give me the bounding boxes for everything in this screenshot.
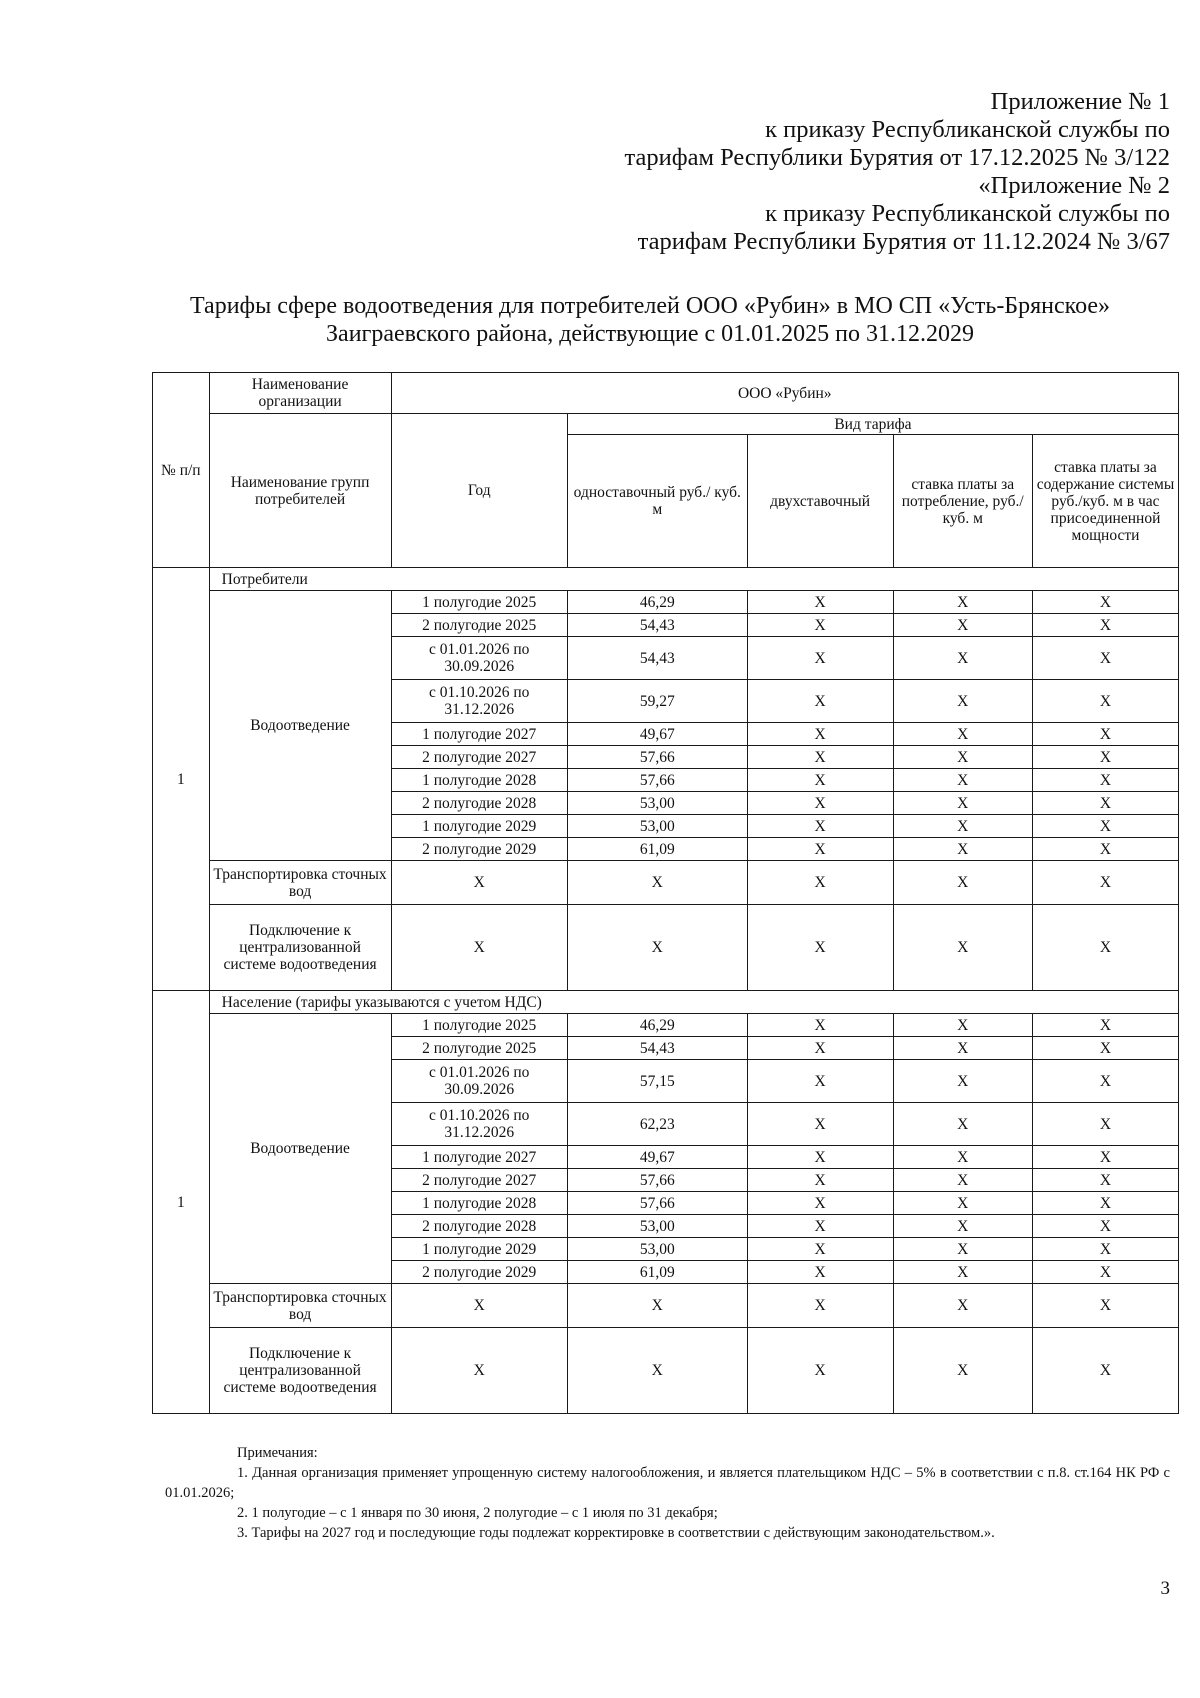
- consumption-rate-value: X: [893, 1060, 1032, 1103]
- header-year: Год: [391, 414, 567, 568]
- maintenance-rate-value: X: [1032, 1192, 1178, 1215]
- two-part-value: X: [747, 1146, 893, 1169]
- maintenance-rate-value: X: [1032, 769, 1178, 792]
- consumption-rate-value: X: [893, 1014, 1032, 1037]
- page-number: 3: [1160, 1578, 1170, 1599]
- transport-year: X: [391, 861, 567, 905]
- period-cell: 2 полугодие 2028: [391, 1215, 567, 1238]
- one-part-value: 54,43: [567, 637, 747, 680]
- header-org-value: ООО «Рубин»: [391, 373, 1179, 414]
- two-part-value: X: [747, 723, 893, 746]
- maintenance-rate-value: X: [1032, 680, 1178, 723]
- transport-year: X: [391, 1284, 567, 1328]
- transport-one-part: X: [567, 1284, 747, 1328]
- two-part-value: X: [747, 1037, 893, 1060]
- section-title-row: [153, 991, 1179, 1014]
- header-two-part: двухставочный: [747, 435, 893, 568]
- two-part-value: X: [747, 1261, 893, 1284]
- connection-year: X: [391, 1328, 567, 1414]
- period-cell: 1 полугодие 2028: [391, 1192, 567, 1215]
- two-part-value: X: [747, 1238, 893, 1261]
- heading-line: Приложение № 1: [990, 88, 1170, 115]
- one-part-value: 53,00: [567, 792, 747, 815]
- header-group-label: Наименование групп потребителей: [209, 414, 391, 568]
- group-label: Водоотведение: [209, 1014, 391, 1284]
- consumption-rate-value: X: [893, 792, 1032, 815]
- section-title-row: [153, 568, 1179, 591]
- two-part-value: X: [747, 1169, 893, 1192]
- two-part-value: X: [747, 614, 893, 637]
- period-cell: 2 полугодие 2027: [391, 746, 567, 769]
- period-cell: 1 полугодие 2027: [391, 1146, 567, 1169]
- section-num: 1: [153, 568, 210, 991]
- one-part-value: 61,09: [567, 1261, 747, 1284]
- consumption-rate-value: X: [893, 723, 1032, 746]
- transport-maintenance-rate: X: [1032, 1284, 1178, 1328]
- period-cell: 2 полугодие 2029: [391, 838, 567, 861]
- connection-row: [153, 905, 1179, 991]
- period-cell: 1 полугодие 2025: [391, 591, 567, 614]
- period-cell: с 01.10.2026 по 31.12.2026: [391, 1103, 567, 1146]
- period-cell: 2 полугодие 2025: [391, 1037, 567, 1060]
- period-cell: 1 полугодие 2028: [391, 769, 567, 792]
- note-item: 3. Тарифы на 2027 год и последующие годы подлежат корректировке в соответствии с действующим законодательством.».: [237, 1525, 995, 1541]
- notes-title: Примечания:: [237, 1445, 318, 1461]
- period-cell: 2 полугодие 2025: [391, 614, 567, 637]
- heading-line: к приказу Республиканской службы по: [765, 116, 1170, 143]
- maintenance-rate-value: X: [1032, 1014, 1178, 1037]
- two-part-value: X: [747, 769, 893, 792]
- maintenance-rate-value: X: [1032, 792, 1178, 815]
- table-row: [153, 1014, 1179, 1037]
- group-label: Водоотведение: [209, 591, 391, 861]
- period-cell: 1 полугодие 2027: [391, 723, 567, 746]
- title-line-2: Заиграевского района, действующие с 01.01.2025 по 31.12.2029: [326, 321, 974, 347]
- maintenance-rate-value: X: [1032, 723, 1178, 746]
- header-num: № п/п: [153, 373, 210, 568]
- consumption-rate-value: X: [893, 1037, 1032, 1060]
- one-part-value: 57,15: [567, 1060, 747, 1103]
- consumption-rate-value: X: [893, 746, 1032, 769]
- consumption-rate-value: X: [893, 1238, 1032, 1261]
- period-cell: с 01.01.2026 по 30.09.2026: [391, 1060, 567, 1103]
- heading-line: тарифам Республики Бурятия от 17.12.2025 № 3/122: [624, 144, 1170, 171]
- period-cell: с 01.10.2026 по 31.12.2026: [391, 680, 567, 723]
- connection-two-part: X: [747, 1328, 893, 1414]
- consumption-rate-value: X: [893, 1215, 1032, 1238]
- one-part-value: 57,66: [567, 1169, 747, 1192]
- transport-two-part: X: [747, 1284, 893, 1328]
- one-part-value: 54,43: [567, 614, 747, 637]
- maintenance-rate-value: X: [1032, 1060, 1178, 1103]
- two-part-value: X: [747, 1192, 893, 1215]
- two-part-value: X: [747, 746, 893, 769]
- one-part-value: 49,67: [567, 1146, 747, 1169]
- consumption-rate-value: X: [893, 591, 1032, 614]
- maintenance-rate-value: X: [1032, 1103, 1178, 1146]
- consumption-rate-value: X: [893, 838, 1032, 861]
- two-part-value: X: [747, 815, 893, 838]
- one-part-value: 57,66: [567, 746, 747, 769]
- two-part-value: X: [747, 1215, 893, 1238]
- transport-consumption-rate: X: [893, 861, 1032, 905]
- one-part-value: 54,43: [567, 1037, 747, 1060]
- two-part-value: X: [747, 680, 893, 723]
- header-row-organization: [153, 373, 1179, 414]
- connection-label: Подключение к централизованной системе водоотведения: [209, 1328, 391, 1414]
- heading-line: «Приложение № 2: [978, 172, 1170, 199]
- notes: [165, 1443, 1170, 1543]
- section-title: Потребители: [209, 568, 1178, 591]
- period-cell: с 01.01.2026 по 30.09.2026: [391, 637, 567, 680]
- tariff-table-body: [153, 373, 1179, 1414]
- note-item: 2. 1 полугодие – с 1 января по 30 июня, 2 полугодие – с 1 июля по 31 декабря;: [237, 1505, 718, 1521]
- maintenance-rate-value: X: [1032, 1215, 1178, 1238]
- two-part-value: X: [747, 1060, 893, 1103]
- maintenance-rate-value: X: [1032, 1238, 1178, 1261]
- document-title: [150, 292, 1150, 348]
- table-row: [153, 591, 1179, 614]
- consumption-rate-value: X: [893, 680, 1032, 723]
- transport-label: Транспортировка сточных вод: [209, 861, 391, 905]
- connection-maintenance-rate: X: [1032, 905, 1178, 991]
- consumption-rate-value: X: [893, 614, 1032, 637]
- transport-label: Транспортировка сточных вод: [209, 1284, 391, 1328]
- consumption-rate-value: X: [893, 1146, 1032, 1169]
- period-cell: 2 полугодие 2028: [391, 792, 567, 815]
- connection-label: Подключение к централизованной системе водоотведения: [209, 905, 391, 991]
- one-part-value: 57,66: [567, 1192, 747, 1215]
- consumption-rate-value: X: [893, 769, 1032, 792]
- consumption-rate-value: X: [893, 1261, 1032, 1284]
- maintenance-rate-value: X: [1032, 1169, 1178, 1192]
- two-part-value: X: [747, 792, 893, 815]
- maintenance-rate-value: X: [1032, 614, 1178, 637]
- connection-row: [153, 1328, 1179, 1414]
- section-title: Население (тарифы указываются с учетом НДС): [209, 991, 1178, 1014]
- connection-one-part: X: [567, 1328, 747, 1414]
- period-cell: 2 полугодие 2029: [391, 1261, 567, 1284]
- consumption-rate-value: X: [893, 815, 1032, 838]
- header-one-part: одноставочный руб./ куб. м: [567, 435, 747, 568]
- tariff-table: [152, 372, 1179, 1414]
- header-row-tariff-kind: [153, 414, 1179, 435]
- period-cell: 1 полугодие 2025: [391, 1014, 567, 1037]
- connection-maintenance-rate: X: [1032, 1328, 1178, 1414]
- maintenance-rate-value: X: [1032, 1037, 1178, 1060]
- period-cell: 1 полугодие 2029: [391, 815, 567, 838]
- one-part-value: 46,29: [567, 591, 747, 614]
- transport-consumption-rate: X: [893, 1284, 1032, 1328]
- consumption-rate-value: X: [893, 1169, 1032, 1192]
- transport-two-part: X: [747, 861, 893, 905]
- maintenance-rate-value: X: [1032, 1146, 1178, 1169]
- connection-consumption-rate: X: [893, 1328, 1032, 1414]
- connection-year: X: [391, 905, 567, 991]
- consumption-rate-value: X: [893, 1192, 1032, 1215]
- note-item: 1. Данная организация применяет упрощенную систему налогообложения, и является плательщиком НДС – 5% в соответствии с п.8. ст.164 НК РФ с 01.01.2026;: [165, 1465, 1170, 1501]
- title-line-1: Тарифы сфере водоотведения для потребителей ООО «Рубин» в МО СП «Усть-Брянское»: [189, 293, 1111, 319]
- consumption-rate-value: X: [893, 1103, 1032, 1146]
- one-part-value: 49,67: [567, 723, 747, 746]
- one-part-value: 53,00: [567, 1238, 747, 1261]
- appendix-heading: [624, 88, 1170, 256]
- heading-line: к приказу Республиканской службы по: [765, 200, 1170, 227]
- one-part-value: 59,27: [567, 680, 747, 723]
- two-part-value: X: [747, 591, 893, 614]
- one-part-value: 62,23: [567, 1103, 747, 1146]
- section-num: 1: [153, 991, 210, 1414]
- one-part-value: 53,00: [567, 815, 747, 838]
- transport-maintenance-rate: X: [1032, 861, 1178, 905]
- header-maintenance-rate: ставка платы за содержание системы руб./куб. м в час присоединенной мощности: [1032, 435, 1178, 568]
- connection-two-part: X: [747, 905, 893, 991]
- one-part-value: 61,09: [567, 838, 747, 861]
- maintenance-rate-value: X: [1032, 746, 1178, 769]
- header-consumption-rate: ставка платы за потребление, руб./ куб. м: [893, 435, 1032, 568]
- one-part-value: 53,00: [567, 1215, 747, 1238]
- maintenance-rate-value: X: [1032, 591, 1178, 614]
- consumption-rate-value: X: [893, 637, 1032, 680]
- period-cell: 2 полугодие 2027: [391, 1169, 567, 1192]
- transport-row: [153, 1284, 1179, 1328]
- two-part-value: X: [747, 1014, 893, 1037]
- header-org-label: Наименование организации: [209, 373, 391, 414]
- two-part-value: X: [747, 637, 893, 680]
- maintenance-rate-value: X: [1032, 815, 1178, 838]
- one-part-value: 46,29: [567, 1014, 747, 1037]
- transport-one-part: X: [567, 861, 747, 905]
- period-cell: 1 полугодие 2029: [391, 1238, 567, 1261]
- two-part-value: X: [747, 1103, 893, 1146]
- maintenance-rate-value: X: [1032, 838, 1178, 861]
- transport-row: [153, 861, 1179, 905]
- two-part-value: X: [747, 838, 893, 861]
- maintenance-rate-value: X: [1032, 637, 1178, 680]
- connection-consumption-rate: X: [893, 905, 1032, 991]
- maintenance-rate-value: X: [1032, 1261, 1178, 1284]
- header-tariff-kind: Вид тарифа: [567, 414, 1178, 435]
- connection-one-part: X: [567, 905, 747, 991]
- heading-line: тарифам Республики Бурятия от 11.12.2024 № 3/67: [637, 228, 1170, 255]
- one-part-value: 57,66: [567, 769, 747, 792]
